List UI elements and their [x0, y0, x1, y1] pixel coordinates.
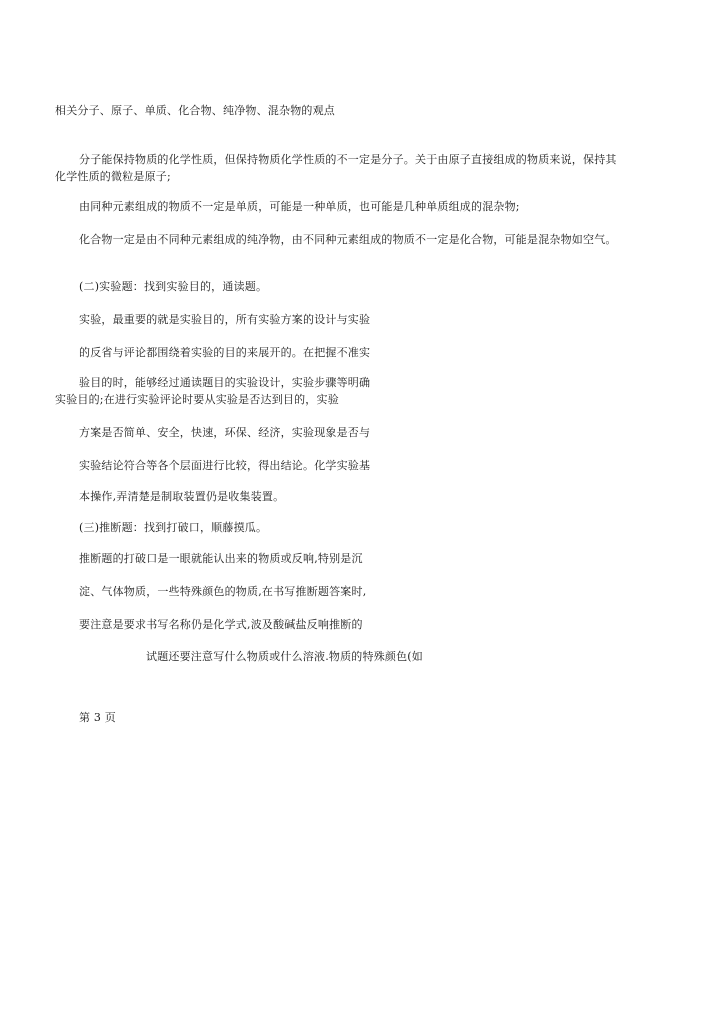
paragraph-line: 化合物一定是由不同种元素组成的纯净物，由不同种元素组成的物质不一定是化合物，可能是混杂物如空气。	[79, 233, 617, 246]
paragraph-line: 由同种元素组成的物质不一定是单质，可能是一种单质，也可能是几种单质组成的混杂物;	[79, 200, 520, 213]
paragraph-line: 淀、气体物质，一些特殊颜色的物质,在书写推断题答案时,	[79, 585, 367, 598]
section-heading: 相关分子、原子、单质、化合物、纯净物、混杂物的观点	[55, 104, 335, 117]
subheading-experiment: (二)实验题：找到实验目的，通读题。	[79, 280, 268, 293]
paragraph-line: 化学性质的微粒是原子;	[55, 170, 171, 183]
paragraph-line: 实验目的;在进行实验评论时要从实验是否达到目的，实验	[55, 393, 339, 406]
paragraph-line: 推断题的打破口是一眼就能认出来的物质或反响,特别是沉	[79, 552, 363, 565]
paragraph-line: 方案是否简单、安全，快速，环保、经济，实验现象是否与	[79, 426, 371, 439]
paragraph-line: 要注意是要求书写名称仍是化学式,波及酸碱盐反响推断的	[79, 618, 363, 631]
paragraph-line: 分子能保持物质的化学性质，但保持物质化学性质的不一定是分子。关于由原子直接组成的物质来说，保持其	[79, 153, 617, 166]
paragraph-line: 本操作,弄清楚是制取装置仍是收集装置。	[79, 490, 285, 503]
paragraph-line: 实验，最重要的就是实验目的，所有实验方案的设计与实验	[79, 313, 371, 326]
paragraph-line: 验目的时，能够经过通读题目的实验设计，实验步骤等明确	[79, 376, 371, 389]
paragraph-line: 试题还要注意写什么物质或什么溶液.物质的特殊颜色(如	[146, 650, 423, 663]
paragraph-line: 的反省与评论都围绕着实验的目的来展开的。在把握不准实	[79, 346, 371, 359]
page-number: 第 3 页	[79, 711, 116, 724]
paragraph-line: 实验结论符合等各个层面进行比较，得出结论。化学实验基	[79, 459, 371, 472]
subheading-inference: (三)推断题：找到打破口，顺藤摸瓜。	[79, 521, 268, 534]
